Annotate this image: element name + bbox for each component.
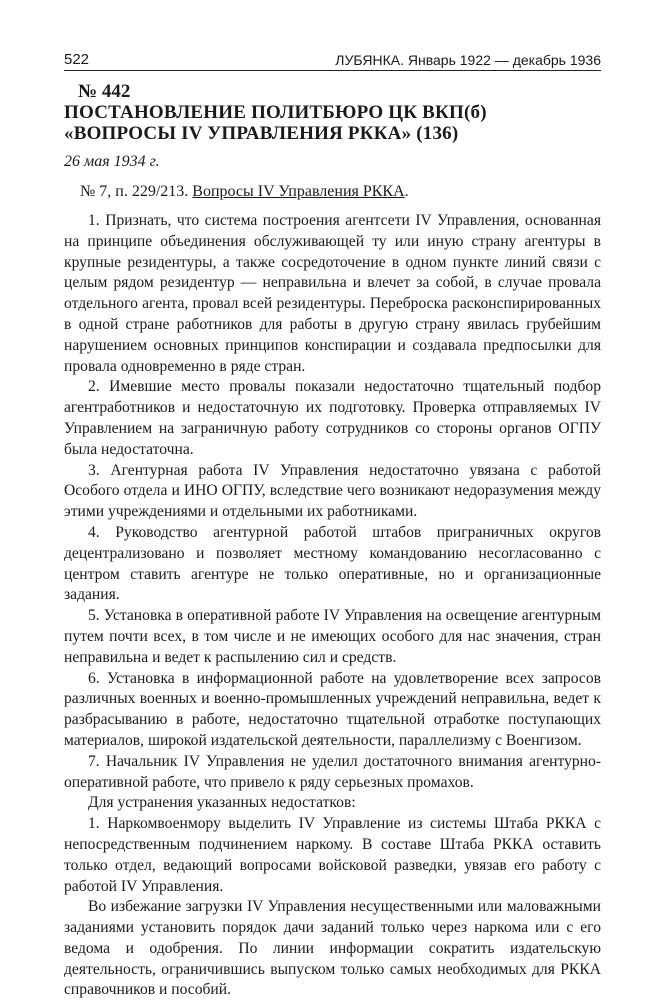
document-title-line-2: «ВОПРОСЫ IV УПРАВЛЕНИЯ РККА» (136) bbox=[64, 123, 459, 144]
paragraph: Во избежание загрузки IV Управления несущественными или маловажными заданиями установить порядок дачи заданий только через наркома или с его ведома и одобрения. По линии информации сократить издательскую деятельность, ограничившись выпуском только самых необходимых для РККА справочников и пособий. bbox=[64, 898, 601, 999]
running-head-title: ЛУБЯНКА. Январь 1922 — декабрь 1936 bbox=[335, 52, 601, 68]
page-number: 522 bbox=[64, 51, 90, 68]
paragraph: 4. Руководство агентурной работой штабов приграничных округов децентрализовано и позволяет местному командованию несогласованно с центром ставить агентуре не только оперативные, но и организационные задания. bbox=[64, 523, 601, 604]
document-page bbox=[64, 52, 601, 1001]
running-head bbox=[64, 52, 601, 71]
protocol-reference bbox=[64, 182, 601, 202]
paragraph: 3. Агентурная работа IV Управления недостаточно увязана с работой Особого отдела и ИНО ОГПУ, вследствие чего возникают недоразумения между этими учреждениями и отдельными их работниками. bbox=[64, 461, 601, 521]
document-number: № 442 bbox=[78, 81, 131, 102]
document-body bbox=[64, 211, 601, 1001]
reference-subject: Вопросы IV Управления РККА bbox=[192, 183, 405, 200]
paragraph: Для устранения указанных недостатков: bbox=[88, 794, 356, 812]
paragraph: 5. Установка в оперативной работе IV Управления на освещение агентурным путем почти всех, в том числе и не имеющих особого для нас значения, стран неправильна и ведет к распылению сил и средств. bbox=[64, 607, 601, 666]
reference-suffix: . bbox=[404, 183, 409, 200]
document-date: 26 мая 1934 г. bbox=[64, 153, 160, 170]
paragraph: 1. Признать, что система построения агентсети IV Управления, основанная на принципе объединения обслуживающей ту или иную страну агентуры в крупные резидентуры, а также сосредоточение в одном пункте линий связи с целым рядом резидентур — неправильна и влечет за собой, в случае провала отдельного агента, провал всей резидентуры. Переброска расконспирированных в одной стране работников для работы в другую страну явилась грубейшим нарушением основных принципов конспирации и создавала предпосылки для провала одновременно в ряде стран. bbox=[64, 212, 601, 375]
paragraph: 6. Установка в информационной работе на удовлетворение всех запросов различных военных и военно-промышленных учреждений неправильна, ведет к разбрасыванию в работе, недостаточно тщательной отработке поступающих материалов, широкой издательской деятельности, параллелизму с Военгизом. bbox=[64, 669, 601, 749]
document-title-line-1: ПОСТАНОВЛЕНИЕ ПОЛИТБЮРО ЦК ВКП(б) bbox=[64, 102, 487, 123]
reference-prefix: № 7, п. 229/213. bbox=[80, 183, 193, 200]
paragraph: 7. Начальник IV Управления не уделил достаточного внимания агентурно-оперативной работе, что привело к ряду серьезных промахов. bbox=[64, 752, 601, 791]
paragraph: 1. Наркомвоенмору выделить IV Управление из системы Штаба РККА с непосредственным подчинением наркому. В составе Штаба РККА оставить только отдел, ведающий вопросами войсковой разведки, увязав его работу с работой IV Управления. bbox=[64, 815, 601, 895]
paragraph: 2. Имевшие место провалы показали недостаточно тщательный подбор агентработников и недостаточную их подготовку. Проверка отправляемых IV Управлением на заграничную работу сотрудников со стороны органов ОГПУ была недостаточна. bbox=[64, 378, 601, 458]
